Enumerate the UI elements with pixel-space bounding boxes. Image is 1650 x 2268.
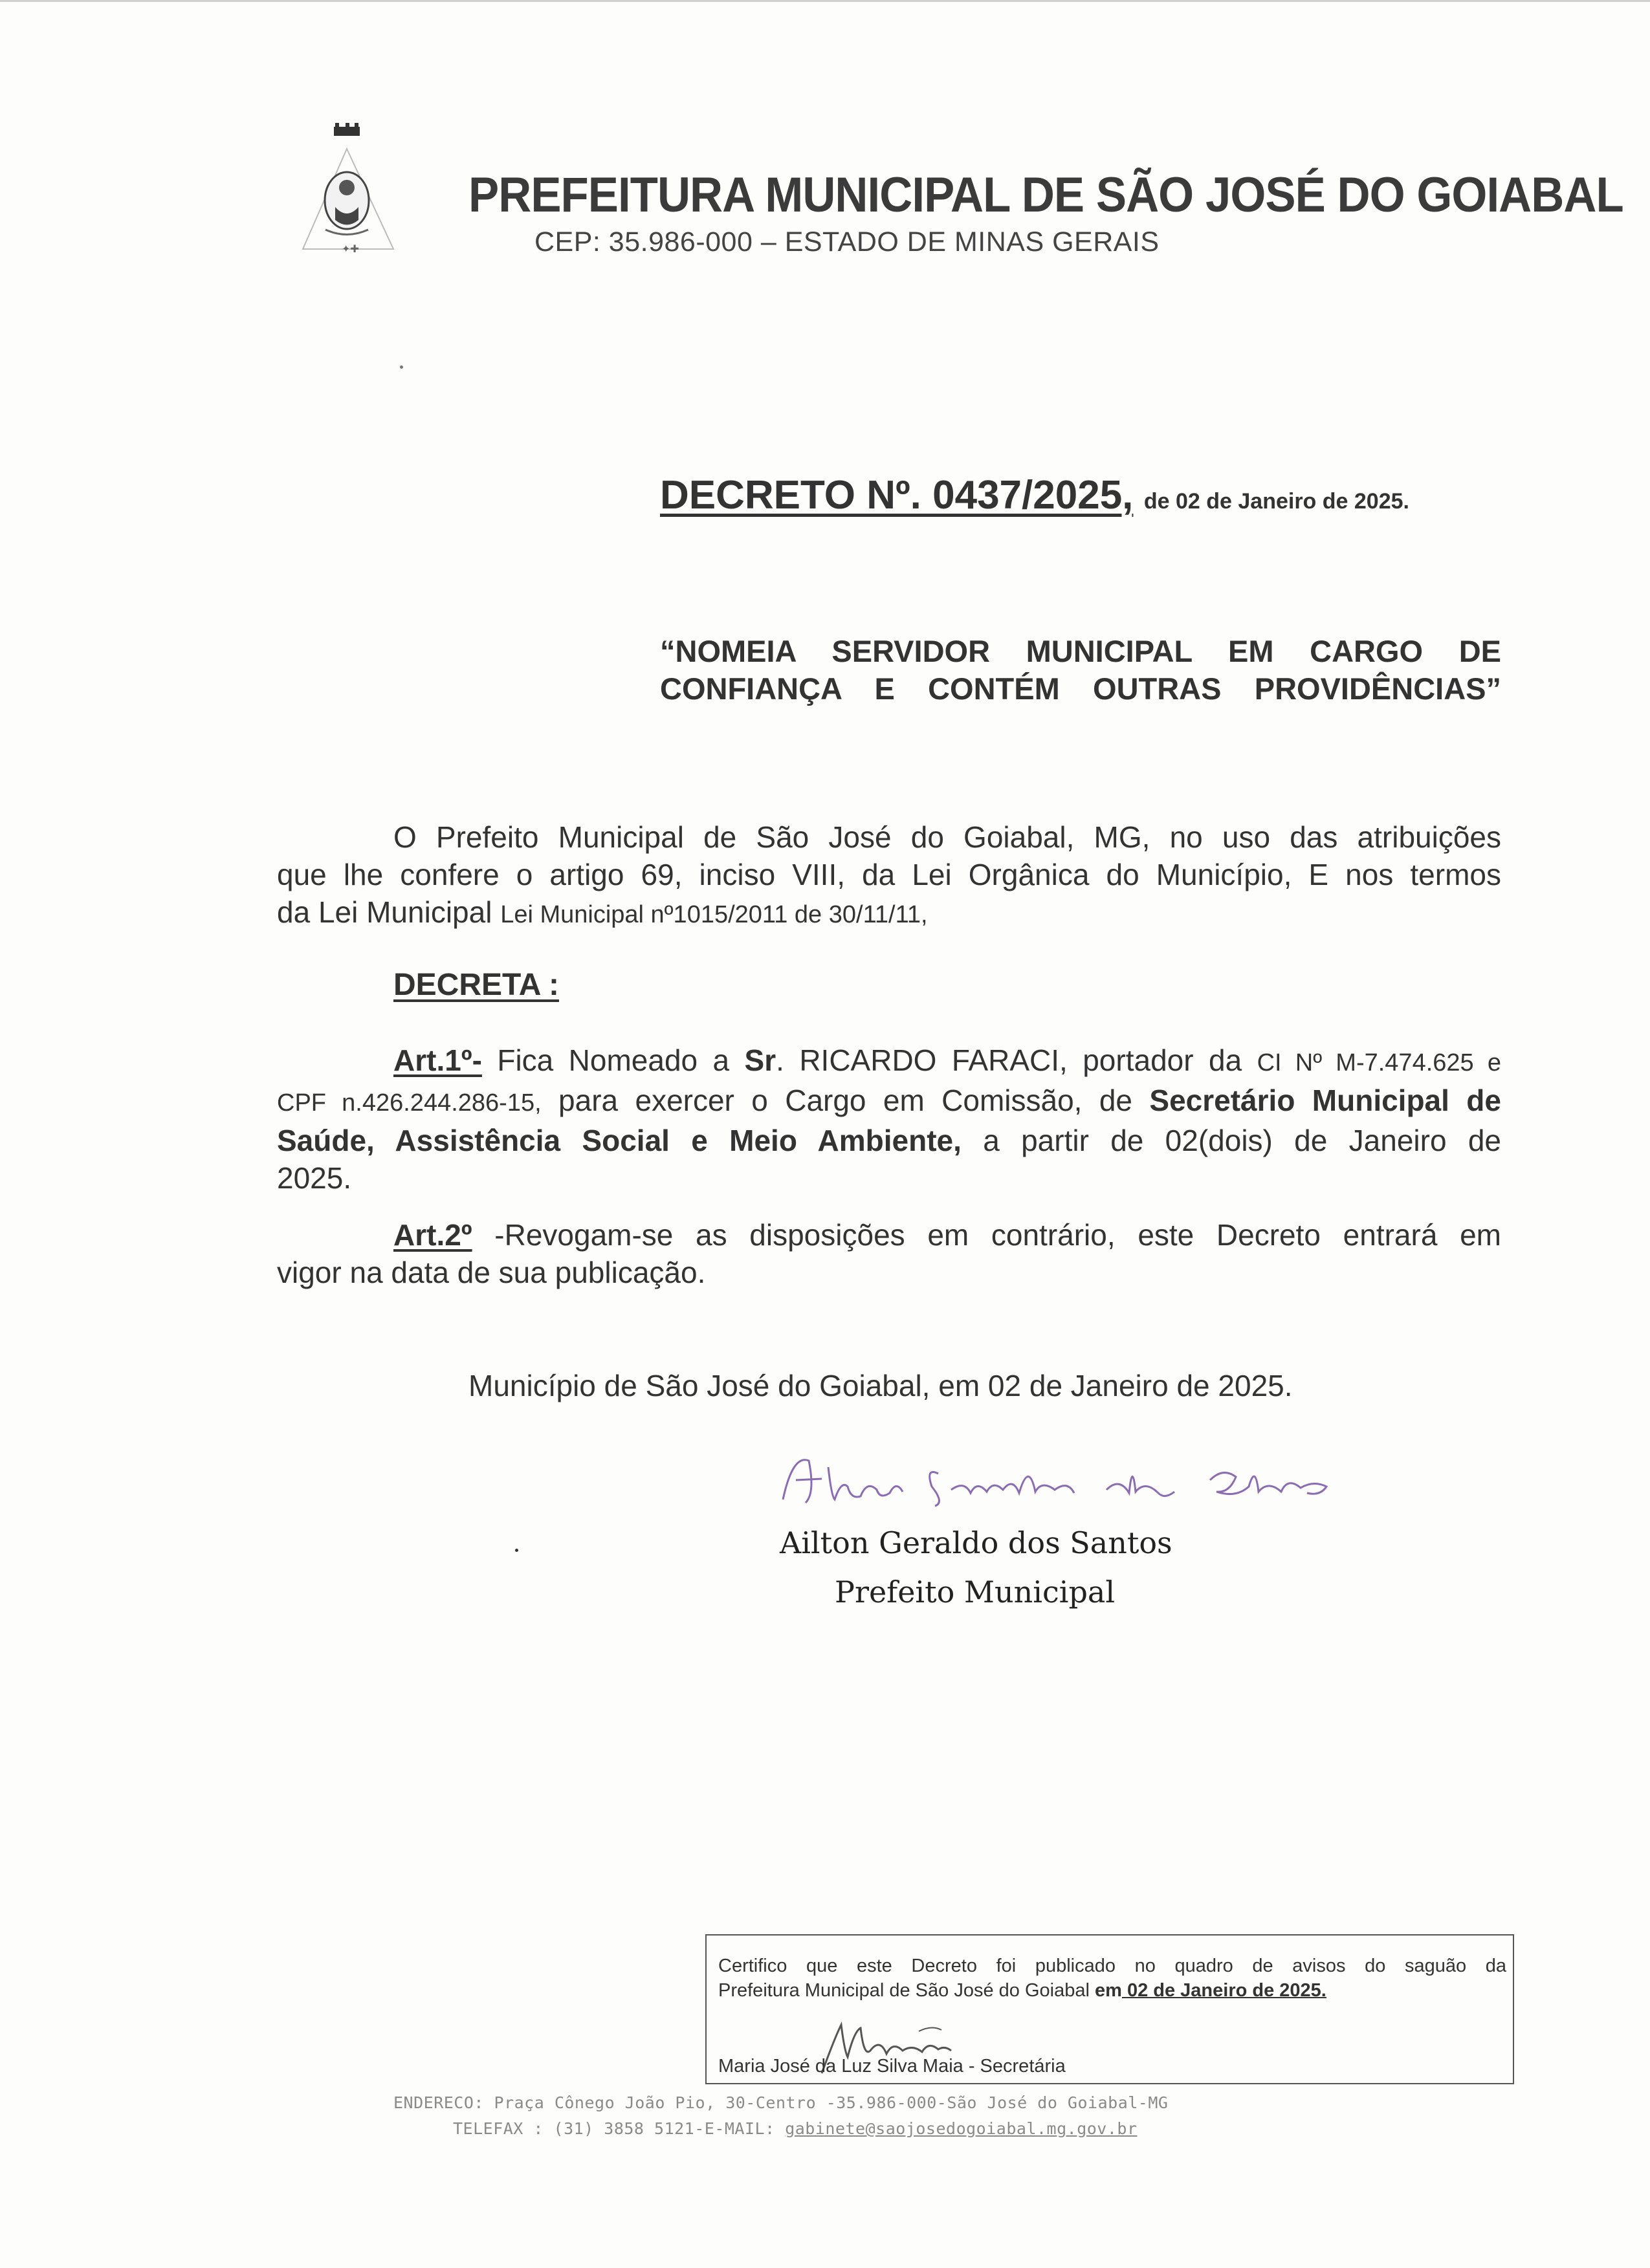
article-1-label: Art.1º-: [393, 1043, 482, 1077]
mayor-signature: [770, 1441, 1352, 1512]
certificate-text-part: Prefeitura Municipal de São José do Goiabal: [718, 1980, 1095, 2001]
footer-contact: [453, 2119, 1138, 2138]
signer-name: Ailton Geraldo dos Santos: [780, 1525, 1172, 1560]
certificate-line: [718, 1978, 1506, 2003]
article-text: Fica Nomeado a: [481, 1043, 745, 1077]
footer-telefax: TELEFAX : (31) 3858 5121-E-MAIL:: [453, 2119, 786, 2138]
svg-text:✦✚: ✦✚: [342, 243, 359, 255]
certificate-text: [718, 1954, 1506, 2003]
article-1-line: 2025.: [277, 1161, 352, 1195]
law-reference: Lei Municipal nº1015/2011 de 30/11/11,: [500, 901, 928, 928]
decree-summary-line: “NOMEIA SERVIDOR MUNICIPAL EM CARGO DE: [660, 634, 1501, 668]
decree-heading: [660, 472, 1409, 518]
certificate-line: Certifico que este Decreto foi publicado no quadro de avisos do saguão da: [718, 1956, 1506, 1976]
preamble-line: que lhe confere o artigo 69, inciso VIII, da Lei Orgânica do Município, E nos termos: [277, 858, 1501, 891]
article-text: . RICARDO FARACI, portador da: [776, 1043, 1257, 1077]
certificate-date: 02 de Janeiro de 2025.: [1121, 1980, 1326, 2001]
certificate-signer: Maria José da Luz Silva Maia - Secretária: [718, 2056, 1066, 2077]
decree-number: DECRETO Nº. 0437/2025,: [660, 473, 1134, 518]
article-2-line: vigor na data de sua publicação.: [277, 1256, 706, 1289]
footer-address: ENDERECO: Praça Cônego João Pio, 30-Centro -35.986-000-São José do Goiabal-MG: [393, 2093, 1169, 2112]
scan-speck: [400, 365, 403, 369]
preamble-text: da Lei Municipal: [277, 895, 492, 929]
article-text: Sr: [744, 1043, 776, 1077]
article-text: para exercer o Cargo em Comissão, de: [541, 1084, 1150, 1117]
article-text: a partir de 02(dois) de Janeiro de: [961, 1124, 1501, 1157]
decree-summary-line: CONFIANÇA E CONTÉM OUTRAS PROVIDÊNCIAS”: [660, 671, 1501, 706]
place-and-date: Município de São José do Goiabal, em 02 de Janeiro de 2025.: [468, 1369, 1293, 1402]
position-title: Saúde, Assistência Social e Meio Ambiente,: [277, 1124, 962, 1157]
id-number: CI Nº M-7.474.625 e: [1257, 1049, 1501, 1076]
certificate-text-part: em: [1094, 1980, 1122, 2001]
page-top-edge: [0, 0, 1650, 2]
article-text: -Revogam-se as disposições em contrário, este Decreto entrará em: [472, 1218, 1501, 1252]
article-2-line: [277, 1216, 1501, 1254]
article-1-line: [277, 1041, 1501, 1082]
preamble-line: O Prefeito Municipal de São José do Goiabal, MG, no uso das atribuições: [393, 820, 1501, 854]
article-2: [277, 1216, 1501, 1291]
decree-date: de 02 de Janeiro de 2025.: [1143, 489, 1409, 514]
article-1-line: [277, 1122, 1501, 1159]
preamble-line: [277, 893, 1501, 933]
preamble: [277, 818, 1501, 933]
municipality-title: PREFEITURA MUNICIPAL DE SÃO JOSÉ DO GOIABAL: [468, 168, 1623, 223]
position-title: Secretário Municipal de: [1149, 1084, 1501, 1117]
article-2-label: Art.2º: [393, 1218, 472, 1252]
article-1: [277, 1041, 1501, 1197]
footer-email[interactable]: gabinete@saojosedogoiabal.mg.gov.br: [785, 2119, 1138, 2138]
decree-summary: [660, 633, 1501, 708]
signer-role: Prefeito Municipal: [835, 1575, 1116, 1609]
cpf-number: CPF n.426.244.286-15,: [277, 1089, 542, 1117]
decreta-heading: DECRETA :: [393, 968, 559, 1002]
municipal-crest-icon: [290, 123, 406, 272]
scan-speck: [515, 1549, 518, 1552]
municipality-subtitle: CEP: 35.986-000 – ESTADO DE MINAS GERAIS: [534, 226, 1160, 257]
article-1-line: [277, 1082, 1501, 1122]
